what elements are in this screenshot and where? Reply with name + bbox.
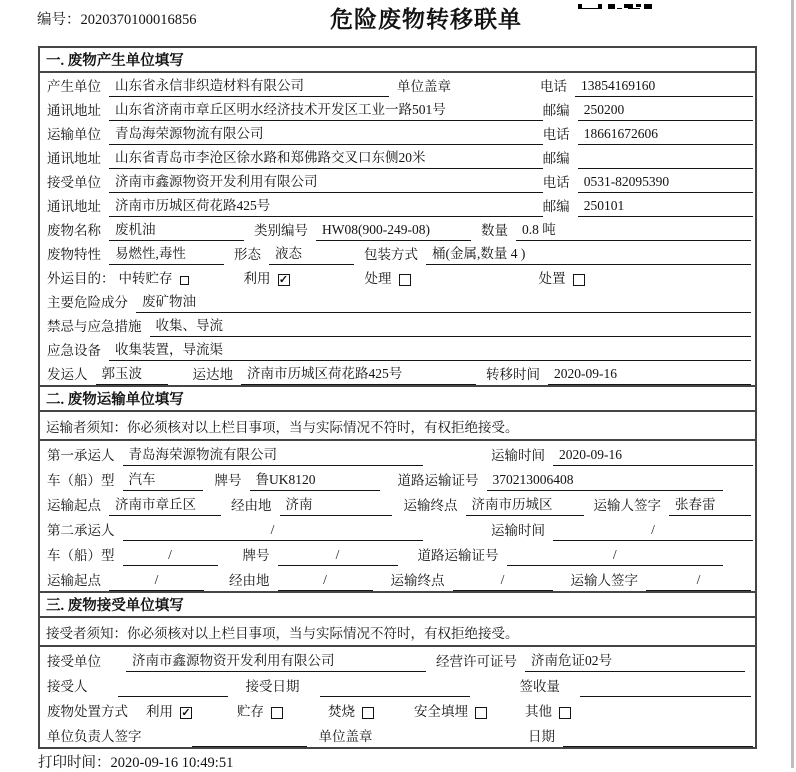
field-value: 废矿物油 [136, 290, 751, 313]
field-value: 济南市章丘区 [109, 493, 221, 516]
field-value: 2020-09-16 [548, 366, 751, 385]
notice-text: 接受者须知：你必须核对以上栏目事项，当与实际情况不符时，有权拒绝接受。 [46, 625, 519, 641]
field-label: 禁忌与应急措施 [47, 319, 142, 334]
form-row [40, 541, 755, 566]
section-header: 一. 废物产生单位填写 [40, 48, 755, 73]
field-value [578, 166, 753, 169]
checkbox-icon [475, 707, 487, 719]
field-label: 通讯地址 [47, 103, 101, 118]
field-label: 废物特性 [47, 247, 101, 262]
form-row [40, 337, 755, 361]
form-field [47, 74, 389, 97]
qr-code-icon [578, 0, 654, 9]
field-value [580, 694, 751, 697]
field-value: 济南市鑫源物资开发利用有限公司 [109, 170, 543, 193]
form-section [40, 48, 755, 385]
form-row [40, 121, 755, 145]
form-field [47, 675, 228, 697]
field-label: 第一承运人 [47, 448, 115, 463]
print-time-value: 2020-09-16 10:49:51 [110, 755, 234, 771]
form-row [40, 73, 755, 97]
field-value [563, 744, 753, 747]
checkbox-field [525, 700, 571, 722]
field-label: 转移时间 [486, 367, 540, 382]
form-field [47, 290, 751, 313]
field-label: 运输起点 [47, 573, 101, 588]
form-field [571, 569, 752, 591]
field-label: 数量 [481, 223, 508, 238]
field-label: 电话 [542, 175, 570, 190]
field-label: 签收量 [519, 679, 560, 694]
form-field [47, 122, 543, 145]
checkbox-icon [362, 707, 374, 719]
form-row [40, 566, 755, 591]
print-time [38, 751, 233, 772]
notice-row [40, 412, 755, 441]
form-row [40, 169, 755, 193]
print-time-label: 打印时间： [38, 755, 111, 771]
field-label: 运输终点 [390, 573, 445, 588]
field-label: 处置 [538, 271, 566, 286]
field-value: 2020-09-16 [553, 447, 753, 466]
field-label: 通讯地址 [47, 151, 101, 166]
field-label: 经由地 [231, 498, 272, 513]
notice-row [40, 618, 755, 647]
field-value: 山东省永信非织造材料有限公司 [109, 74, 389, 97]
form-field [491, 519, 753, 541]
form-field [543, 99, 753, 121]
field-label: 外运目的： [47, 271, 115, 286]
form-field [47, 725, 307, 747]
field-value: 桶(金属,数量 4 ) [426, 242, 751, 265]
serial-label: 编号： [37, 12, 81, 28]
field-value: / [109, 572, 204, 591]
field-label: 接受日期 [245, 679, 300, 694]
form-field [47, 700, 128, 722]
form-row [40, 466, 755, 491]
field-value: HW08(900-249-08) [316, 222, 471, 241]
checkbox-field [146, 700, 192, 722]
form-field [47, 146, 543, 169]
checkbox-field [119, 267, 189, 289]
field-label: 道路运输证号 [397, 473, 479, 488]
checkbox-checked-icon: ✓ [278, 274, 289, 286]
field-label: 单位盖章 [397, 79, 451, 94]
form-row [40, 516, 755, 541]
notice-text: 运输者须知：你必须核对以上栏目事项，当与实际情况不符时，有权拒绝接受。 [46, 419, 519, 435]
checkbox-field [414, 700, 487, 722]
form-field [47, 314, 751, 337]
field-value: 收集、导流 [150, 314, 752, 337]
field-value: 济南市历城区荷花路425号 [241, 362, 476, 385]
field-label: 包装方式 [364, 247, 418, 262]
checkbox-icon [573, 274, 585, 286]
field-label: 运输时间 [491, 523, 545, 538]
form-field [543, 171, 753, 193]
form-field [254, 219, 471, 241]
form-field [47, 544, 218, 566]
form-field [193, 362, 477, 385]
form-field [543, 147, 753, 169]
field-value [320, 694, 470, 697]
field-label: 运输时间 [491, 448, 545, 463]
form-row [40, 241, 755, 265]
field-value: / [123, 522, 423, 541]
form-field [47, 493, 221, 516]
form-row [40, 361, 755, 385]
field-label: 中转贮存 [118, 271, 173, 286]
form-row [40, 722, 755, 747]
form-field [594, 493, 752, 516]
form-field [229, 569, 373, 591]
field-label: 运输起点 [47, 498, 101, 513]
field-value: / [553, 522, 753, 541]
checkbox-field [237, 700, 283, 722]
form-field [47, 98, 543, 121]
field-label: 运达地 [192, 367, 233, 382]
checkbox-field [365, 267, 411, 289]
form-row [40, 647, 755, 672]
section-header: 三. 废物接受单位填写 [40, 593, 755, 618]
serial-value: 2020370100016856 [80, 12, 197, 28]
form-field [246, 675, 470, 697]
field-value: 250101 [578, 198, 753, 217]
field-label: 通讯地址 [47, 199, 101, 214]
form-field [418, 544, 724, 566]
field-value: 370213006408 [487, 472, 724, 491]
checkbox-icon [271, 707, 283, 719]
field-value: 18661672606 [578, 126, 753, 145]
form-row [40, 193, 755, 217]
field-value: 济南市历城区 [466, 493, 584, 516]
form-field [528, 725, 753, 747]
field-value: 鲁UK8120 [250, 468, 380, 491]
field-value: 13854169160 [575, 78, 753, 97]
field-label: 产生单位 [47, 79, 101, 94]
field-value: 济南市历城区荷花路425号 [109, 194, 543, 217]
form-field [47, 569, 204, 591]
field-label: 牌号 [242, 548, 270, 563]
field-label: 利用 [243, 271, 271, 286]
field-value: 济南市鑫源物资开发利用有限公司 [126, 649, 426, 672]
field-value: 青岛海荣源物流有限公司 [123, 443, 423, 466]
form-row [40, 313, 755, 337]
window-edge-line [791, 0, 794, 768]
form-field [404, 493, 584, 516]
form-section [40, 591, 755, 747]
form-field [215, 468, 380, 491]
field-value: 0531-82095390 [578, 174, 753, 193]
form-field [47, 194, 543, 217]
form-row [40, 217, 755, 241]
field-value [192, 744, 307, 747]
checkbox-field [244, 267, 290, 289]
form-section [40, 385, 755, 591]
field-label: 单位盖章 [318, 729, 373, 744]
form-field [47, 338, 751, 361]
field-value: 山东省青岛市李沧区徐水路和郑佛路交叉口东侧20米 [109, 146, 543, 169]
field-label: 其他 [525, 704, 552, 719]
field-label: 邮编 [542, 103, 570, 118]
field-label: 单位负责人签字 [47, 729, 142, 744]
field-label: 运输人签字 [570, 573, 638, 588]
page-title: 危险废物转移联单 [330, 7, 522, 32]
form-field [47, 519, 423, 541]
field-value [118, 694, 228, 697]
field-label: 电话 [542, 127, 570, 142]
field-label: 运输单位 [47, 127, 101, 142]
form-row [40, 145, 755, 169]
field-label: 废物处置方式 [47, 704, 128, 719]
field-value: 收集装置，导流渠 [109, 338, 751, 361]
field-label: 安全填埋 [414, 704, 468, 719]
form-field [491, 444, 753, 466]
field-label: 邮编 [542, 199, 570, 214]
form-field [540, 75, 753, 97]
field-label: 日期 [528, 729, 555, 744]
checkbox-field [328, 700, 374, 722]
form-field [319, 725, 373, 747]
form-field [543, 123, 753, 145]
form-row [40, 491, 755, 516]
field-value: 济南 [280, 493, 392, 516]
form-field [47, 170, 543, 193]
field-label: 形态 [234, 247, 261, 262]
field-label: 邮编 [542, 151, 570, 166]
field-label: 发运人 [47, 367, 88, 382]
form-row [40, 97, 755, 121]
field-value: 0.8 吨 [516, 218, 751, 241]
field-label: 运输终点 [403, 498, 458, 513]
field-value: 易燃性,毒性 [109, 242, 224, 265]
field-value: 液态 [269, 242, 354, 265]
field-label: 类别编号 [254, 223, 308, 238]
checkbox-icon [180, 276, 189, 285]
field-label: 车（船）型 [47, 473, 115, 488]
section-header: 二. 废物运输单位填写 [40, 387, 755, 412]
form-field [47, 267, 115, 289]
field-label: 废物名称 [47, 223, 101, 238]
field-value: 废机油 [109, 218, 244, 241]
field-label: 接受单位 [47, 175, 101, 190]
field-value: / [278, 547, 398, 566]
form-field [47, 362, 168, 385]
field-label: 牌号 [214, 473, 242, 488]
form-field [543, 195, 753, 217]
field-label: 焚烧 [328, 704, 355, 719]
form-table [38, 46, 757, 749]
field-label: 车（船）型 [47, 548, 115, 563]
form-field [47, 218, 244, 241]
form-field [364, 242, 751, 265]
form-row [40, 697, 755, 722]
form-field [231, 493, 392, 516]
field-label: 道路运输证号 [417, 548, 499, 563]
form-field [520, 675, 752, 697]
field-value: 山东省济南市章丘区明水经济技术开发区工业一路501号 [109, 98, 543, 121]
field-label: 利用 [146, 704, 173, 719]
field-value: 青岛海荣源物流有限公司 [109, 122, 543, 145]
form-field [436, 649, 745, 672]
form-field [47, 242, 224, 265]
form-field [47, 649, 426, 672]
checkbox-field [539, 267, 585, 289]
serial-number [37, 8, 197, 29]
field-value: / [507, 547, 724, 566]
field-label: 贮存 [237, 704, 264, 719]
field-value: 250200 [578, 102, 753, 121]
field-label: 第二承运人 [47, 523, 115, 538]
field-value: 郭玉波 [96, 362, 168, 385]
form-field [391, 569, 553, 591]
field-label: 主要危险成分 [47, 295, 128, 310]
field-label: 应急设备 [47, 343, 101, 358]
form-field [234, 242, 354, 265]
field-value: / [646, 572, 751, 591]
checkbox-checked-icon: ✓ [181, 707, 191, 719]
field-label: 经营许可证号 [436, 654, 517, 669]
checkbox-icon [559, 707, 571, 719]
checkbox-icon [399, 274, 411, 286]
field-label: 电话 [540, 79, 567, 94]
field-label: 处理 [364, 271, 392, 286]
form-row [40, 672, 755, 697]
field-value: / [123, 547, 218, 566]
form-field [481, 218, 751, 241]
form-row [40, 441, 755, 466]
field-value: 张春雷 [669, 493, 751, 516]
form-field [398, 469, 724, 491]
field-value: / [453, 572, 553, 591]
field-label: 接受单位 [47, 654, 101, 669]
form-field [243, 544, 398, 566]
field-value: / [278, 572, 373, 591]
form-field [47, 468, 203, 491]
form-field [397, 75, 451, 97]
field-label: 运输人签字 [593, 498, 661, 513]
form-row [40, 265, 755, 289]
form-row [40, 289, 755, 313]
field-label: 接受人 [47, 679, 88, 694]
field-value: 汽车 [123, 468, 203, 491]
form-field [47, 443, 423, 466]
field-value: 济南危证02号 [525, 649, 745, 672]
form-field [486, 363, 751, 385]
field-label: 经由地 [229, 573, 270, 588]
